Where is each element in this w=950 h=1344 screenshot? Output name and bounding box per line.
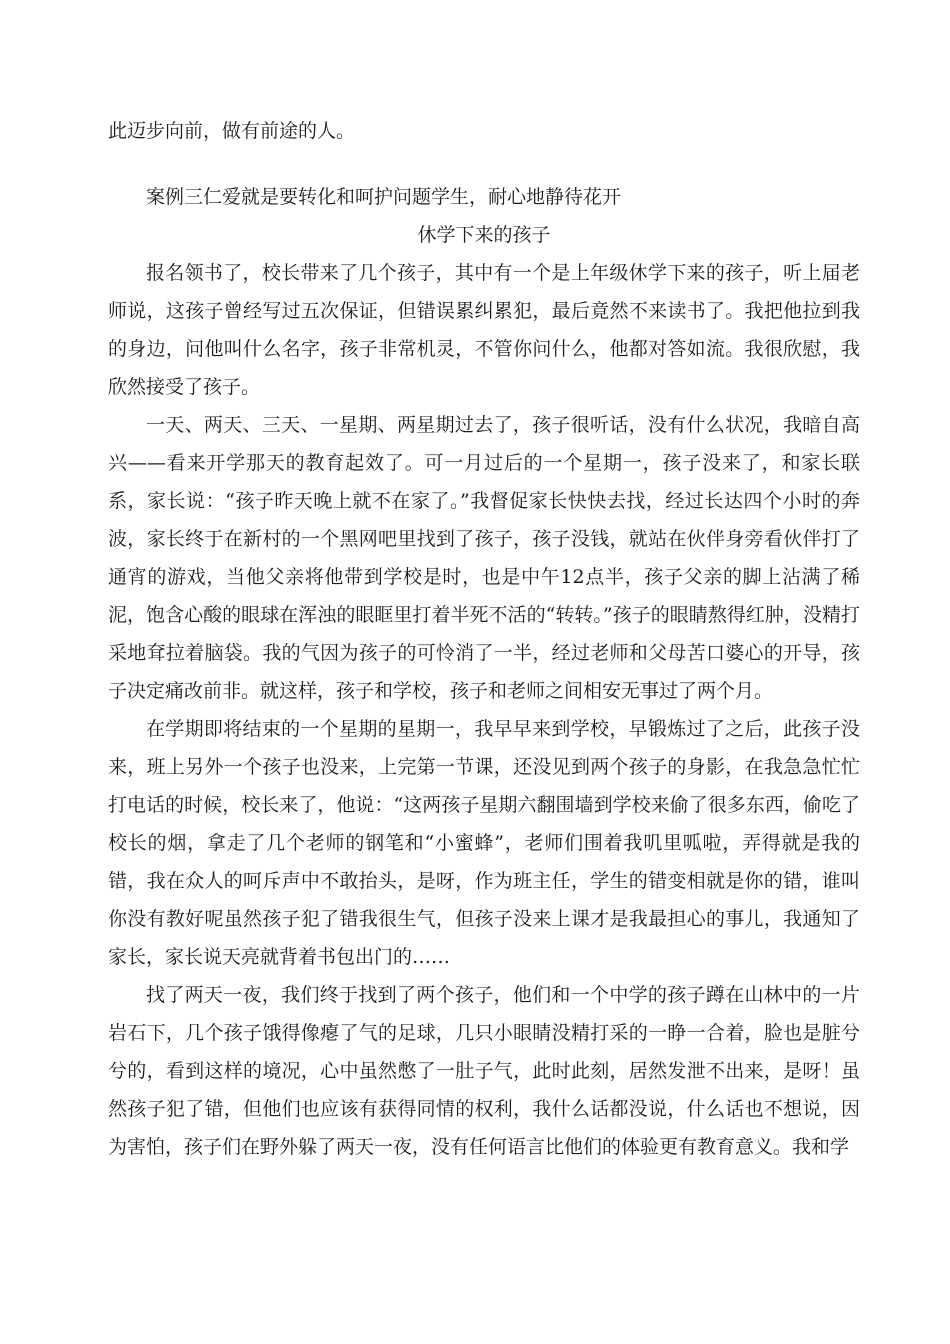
paragraph-3: 在学期即将结束的一个星期的星期一，我早早来到学校，早锻炼过了之后，此孩子没来，班上另外一个孩子也没来，上完第一节课，还没见到两个孩子的身影，在我急急忙忙打电话的时候，校长来了，他说：“这两孩子星期六翻围墙到学校来偷了很多东西，偷吃了校长的烟，拿走了几个老师的钢笔和“小蜜蜂”，老师们围着我叽里呱啦，弄得就是我的错，我在众人的呵斥声中不敢抬头，是呀，作为班主任，学生的错变相就是你的错，谁叫你没有教好呢虽然孩子犯了错我很生气，但孩子没来上课才是我最担心的事儿，我通知了家长，家长说天亮就背着书包出门的…… (108, 718, 860, 968)
paragraph-2: 一天、两天、三天、一星期、两星期过去了，孩子很听话，没有什么状况，我暗自高兴——看来开学那天的教育起效了。可一月过后的一个星期一，孩子没来了，和家长联系，家长说：“孩子昨天晚上就不在家了。”我督促家长快快去找，经过长达四个小时的奔波，家长终于在新村的一个黑网吧里找到了孩子，孩子没钱，就站在伙伴身旁看伙伴打了通宵的游戏，当他父亲将他带到学校是时，也是中午12点半，孩子父亲的脚上沾满了稀泥，饱含心酸的眼球在浑浊的眼眶里打着半死不活的“转转。”孩子的眼睛熬得红肿，没精打采地耷拉着脑袋。我的气因为孩子的可怜消了一半，经过老师和父母苦口婆心的开导，孩子决定痛改前非。就这样，孩子和学校，孩子和老师之间相安无事过了两个月。 (108, 414, 860, 702)
story-title: 休学下来的孩子 (417, 224, 551, 246)
paragraph-1: 报名领书了，校长带来了几个孩子，其中有一个是上年级休学下来的孩子，听上届老师说，这孩子曾经写过五次保证，但错误累纠累犯，最后竟然不来读书了。我把他拉到我的身边，问他叫什么名字，孩子非常机灵，不管你问什么，他都对答如流。我很欣慰，我欣然接受了孩子。 (108, 262, 860, 398)
continuation-line: 此迈步向前，做有前途的人。 (108, 120, 356, 142)
case-heading: 案例三仁爱就是要转化和呵护问题学生，耐心地静待花开 (146, 186, 622, 208)
paragraph-4: 找了两天一夜，我们终于找到了两个孩子，他们和一个中学的孩子蹲在山林中的一片岩石下，几个孩子饿得像瘪了气的足球，几只小眼睛没精打采的一睁一合着，脸也是脏兮兮的，看到这样的境况，心中虽然憋了一肚子气，此时此刻，居然发泄不出来，是呀！虽然孩子犯了错，但他们也应该有获得同情的权利，我什么话都没说，什么话也不想说，因为害怕，孩子们在野外躲了两天一夜，没有任何语言比他们的体验更有教育意义。我和学 (108, 984, 860, 1158)
document-page (108, 112, 860, 1166)
